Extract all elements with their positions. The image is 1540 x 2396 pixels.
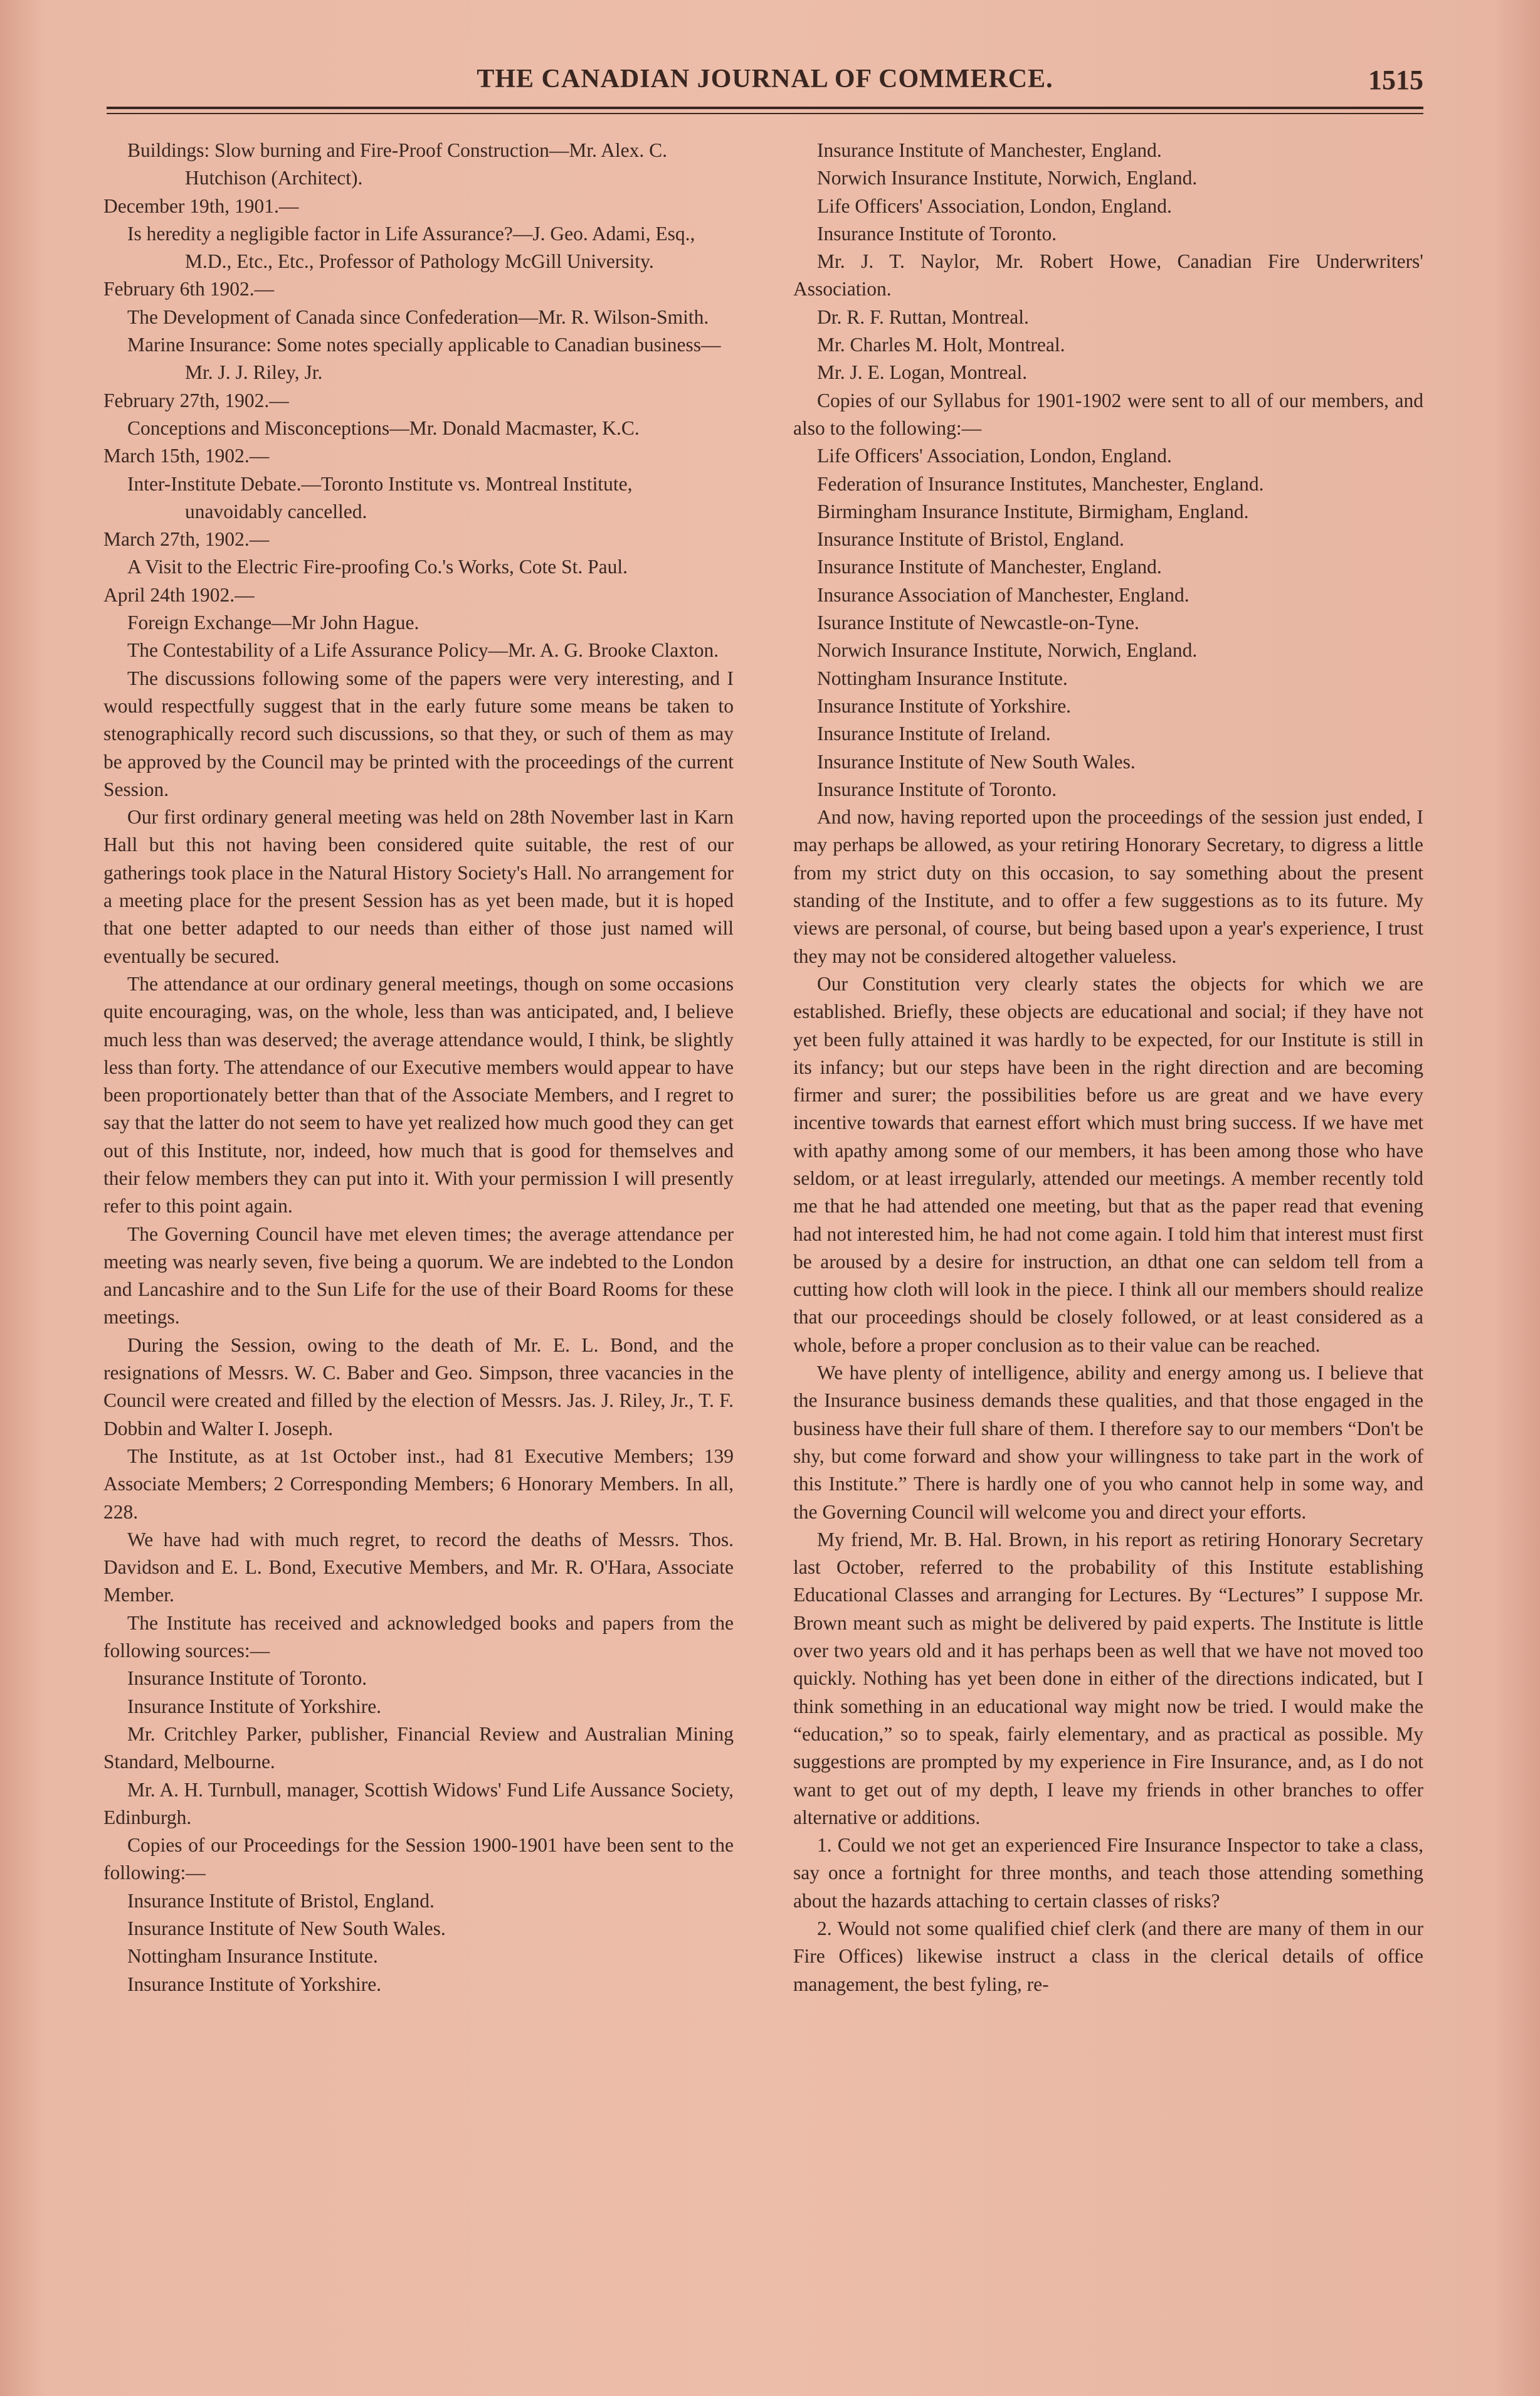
- list-item: Buildings: Slow burning and Fire-Proof Construction—Mr. Alex. C. Hutchison (Architect).: [127, 139, 668, 189]
- paragraph: 1. Could we not get an experienced Fire Insurance Inspector to take a class, say once a fortnight for three months, and teach those attending something about the hazards attaching to certain classes of risks?: [793, 1834, 1423, 1912]
- list-item: Insurance Association of Manchester, England.: [817, 583, 1189, 606]
- list-item: December 19th, 1901.—: [103, 194, 299, 217]
- paragraph: We have plenty of intelligence, ability and energy among us. I believe that the Insurance business demands these qualities, and that those engaged in the business have their full share of them. I therefore say to our members “Don't be shy, but come forward and show your willingness to take part in the work of this Institute.” There is hardly one of you who cannot help in some way, and the Governing Council will welcome you and direct your efforts.: [793, 1362, 1423, 1523]
- list-item: February 27th, 1902.—: [103, 389, 289, 411]
- list-item: Inter-Institute Debate.—Toronto Institute vs. Montreal Institute, unavoidably cancelled.: [127, 472, 633, 522]
- running-title: THE CANADIAN JOURNAL OF COMMERCE.: [477, 65, 1053, 93]
- list-item: Insurance Institute of Yorkshire.: [817, 694, 1072, 717]
- list-item: Nottingham Insurance Institute.: [127, 1945, 378, 1968]
- list-item: Insurance Institute of Toronto.: [817, 778, 1057, 800]
- page-header: [107, 58, 1423, 108]
- paragraph: The Governing Council have met eleven times; the average attendance per meeting was nearly seven, five being a quorum. We are indebted to the London and Lancashire and to the Sun Life for the use of their Board Rooms for these meetings.: [103, 1222, 734, 1328]
- list-item: Insurance Institute of Manchester, England.: [817, 139, 1162, 161]
- list-item: Insurance Institute of New South Wales.: [127, 1917, 446, 1939]
- page-number: 1515: [1368, 65, 1423, 95]
- list-item: Insurance Institute of Toronto.: [127, 1667, 367, 1690]
- paragraph: Copies of our Syllabus for 1901-1902 were sent to all of our members, and also to the following:—: [793, 389, 1423, 439]
- paragraph: During the Session, owing to the death of Mr. E. L. Bond, and the resignations of Messrs. W. C. Baber and Geo. Simpson, three vacancies in the Council were created and filled by the election of Messrs. Jas. J. Riley, Jr., T. F. Dobbin and Walter I. Joseph.: [103, 1333, 734, 1439]
- list-item: Nottingham Insurance Institute.: [817, 667, 1068, 689]
- list-item: Conceptions and Misconceptions—Mr. Donald Macmaster, K.C.: [127, 416, 640, 439]
- list-item: Norwich Insurance Institute, Norwich, England.: [817, 639, 1198, 662]
- list-item: Isurance Institute of Newcastle-on-Tyne.: [817, 612, 1139, 634]
- paragraph: Mr. J. T. Naylor, Mr. Robert Howe, Canadian Fire Underwriters' Association.: [793, 250, 1423, 300]
- list-item: The Development of Canada since Confederation—Mr. R. Wilson-Smith.: [127, 305, 709, 328]
- list-item: March 15th, 1902.—: [103, 445, 270, 467]
- list-item: Insurance Institute of Manchester, England.: [817, 556, 1162, 578]
- paragraph: The Institute has received and acknowledged books and papers from the following sources:—: [103, 1611, 734, 1662]
- list-item: Foreign Exchange—Mr John Hague.: [127, 612, 419, 634]
- header-rule-thin: [107, 113, 1423, 114]
- paragraph: We have had with much regret, to record the deaths of Messrs. Thos. Davidson and E. L. Bond, Executive Members, and Mr. R. O'Hara, Associate Member.: [103, 1528, 734, 1606]
- paragraph: 2. Would not some qualified chief clerk (and there are many of them in our Fire Offices) likewise instruct a class in the clerical details of office management, the best fyling, re-: [793, 1917, 1423, 1995]
- paragraph: Our Constitution very clearly states the objects for which we are established. Briefly, these objects are educational and social; if they have not yet been fully attained it was hardly to be expected, for our Institute is still in its infancy; but our steps have been in the right direction and are becoming firmer and surer; the possibilities before us are great and we have every incentive towards that earnest effort which must bring success. If we have met with apathy among some of our members, it has been among those who have seldom, or at least irregularly, attended our meetings. A member recently told me that he had attended one meeting, but that as the paper read that evening had not interested him, he had not come again. I told him that interest must first be aroused by a desire for instruction, an dthat one can seldom tell from a cutting how cloth will look in the piece. I think all our members should realize that our proceedings should be closely followed, or at least considered as a whole, before a proper conclusion as to their value can be reached.: [793, 972, 1423, 1356]
- list-item: Insurance Institute of Yorkshire.: [127, 1695, 382, 1717]
- paragraph: Mr. Critchley Parker, publisher, Financial Review and Australian Mining Standard, Melbourne.: [103, 1722, 734, 1773]
- list-item: Is heredity a negligible factor in Life Assurance?—J. Geo. Adami, Esq., M.D., Etc., Etc., Professor of Pathology McGill University.: [127, 222, 695, 273]
- paragraph: Copies of our Proceedings for the Session 1900-1901 have been sent to the following:—: [103, 1834, 734, 1884]
- list-item: March 27th, 1902.—: [103, 528, 270, 551]
- list-item: Insurance Institute of Bristol, England.: [127, 1889, 435, 1912]
- list-item: February 6th 1902.—: [103, 278, 275, 300]
- list-item: Birmingham Insurance Institute, Birmigham, England.: [817, 500, 1249, 522]
- paragraph: Mr. A. H. Turnbull, manager, Scottish Widows' Fund Life Aussance Society, Edinburgh.: [103, 1778, 734, 1828]
- list-item: Dr. R. F. Ruttan, Montreal.: [817, 305, 1029, 328]
- list-item: April 24th 1902.—: [103, 583, 255, 606]
- paragraph: My friend, Mr. B. Hal. Brown, in his report as retiring Honorary Secretary last October, referred to the probability of this Institute establishing Educational Classes and arranging for Lectures. By “Lectures” I suppose Mr. Brown meant such as might be delivered by paid experts. The Institute is little over two years old and it has perhaps been as well that we have not moved too quickly. Nothing has yet been done in either of the directions indicated, but I think something in an educational way might now be tried. I would make the “education,” so to speak, fairly elementary, and as practical as possible. My suggestions are prompted by my experience in Fire Insurance, and, as I do not want to get out of my depth, I leave my friends in other branches to offer alternative or additions.: [793, 1528, 1423, 1828]
- list-item: Mr. J. E. Logan, Montreal.: [817, 361, 1028, 384]
- list-item: Federation of Insurance Institutes, Manchester, England.: [817, 472, 1264, 495]
- list-item: Mr. Charles M. Holt, Montreal.: [817, 334, 1065, 356]
- left-column: [103, 137, 734, 1998]
- list-item: Insurance Institute of New South Wales.: [817, 750, 1136, 773]
- list-item: Insurance Institute of Bristol, England.: [817, 528, 1124, 551]
- paragraph: The attendance at our ordinary general meetings, though on some occasions quite encouraging, was, on the whole, less than was anticipated, and, I believe much less than was deserved; the average attendance would, I think, be slightly less than forty. The attendance of our Executive members would appear to have been proportionately better than that of the Associate Members, and I regret to say that the latter do not seem to have yet realized how much good they can get out of this Institute, nor, indeed, how much that is good for themselves and their felow members they can put into it. With your permission I will presently refer to this point again.: [103, 972, 734, 1217]
- list-item: Life Officers' Association, London, England.: [817, 194, 1172, 217]
- list-item: Norwich Insurance Institute, Norwich, England.: [817, 167, 1198, 189]
- list-item: Marine Insurance: Some notes specially applicable to Canadian business—Mr. J. J. Riley, Jr.: [127, 334, 721, 384]
- list-item: Life Officers' Association, London, England.: [817, 445, 1172, 467]
- list-item: Insurance Institute of Toronto.: [817, 222, 1057, 245]
- paragraph: Our first ordinary general meeting was held on 28th November last in Karn Hall but this not having been considered quite suitable, the rest of our gatherings took place in the Natural History Society's Hall. No arrangement for a meeting place for the present Session has as yet been made, but it is hoped that one better adapted to our needs than either of those just named will eventually be secured.: [103, 806, 734, 967]
- list-item: Insurance Institute of Yorkshire.: [127, 1973, 382, 1995]
- paragraph: And now, having reported upon the proceedings of the session just ended, I may perhaps be allowed, as your retiring Honorary Secretary, to digress a little from my strict duty on this occasion, to say something about the present standing of the Institute, and to offer a few suggestions as to its future. My views are personal, of course, but being based upon a year's experience, I trust they may not be considered altogether valueless.: [793, 806, 1423, 967]
- paragraph: The Institute, as at 1st October inst., had 81 Executive Members; 139 Associate Members; 2 Corresponding Members; 6 Honorary Members. In all, 228.: [103, 1444, 734, 1523]
- right-column: [793, 137, 1423, 1998]
- list-item: The Contestability of a Life Assurance Policy—Mr. A. G. Brooke Claxton.: [127, 639, 719, 662]
- list-item: A Visit to the Electric Fire-proofing Co.'s Works, Cote St. Paul.: [127, 556, 628, 578]
- header-rule-thick: [107, 107, 1423, 109]
- list-item: Insurance Institute of Ireland.: [817, 723, 1051, 745]
- paragraph: The discussions following some of the papers were very interesting, and I would respectfully suggest that in the early future some means be taken to stenographically record such discussions, so that they, or such of them as may be approved by the Council may be printed with the proceedings of the current Session.: [103, 667, 734, 800]
